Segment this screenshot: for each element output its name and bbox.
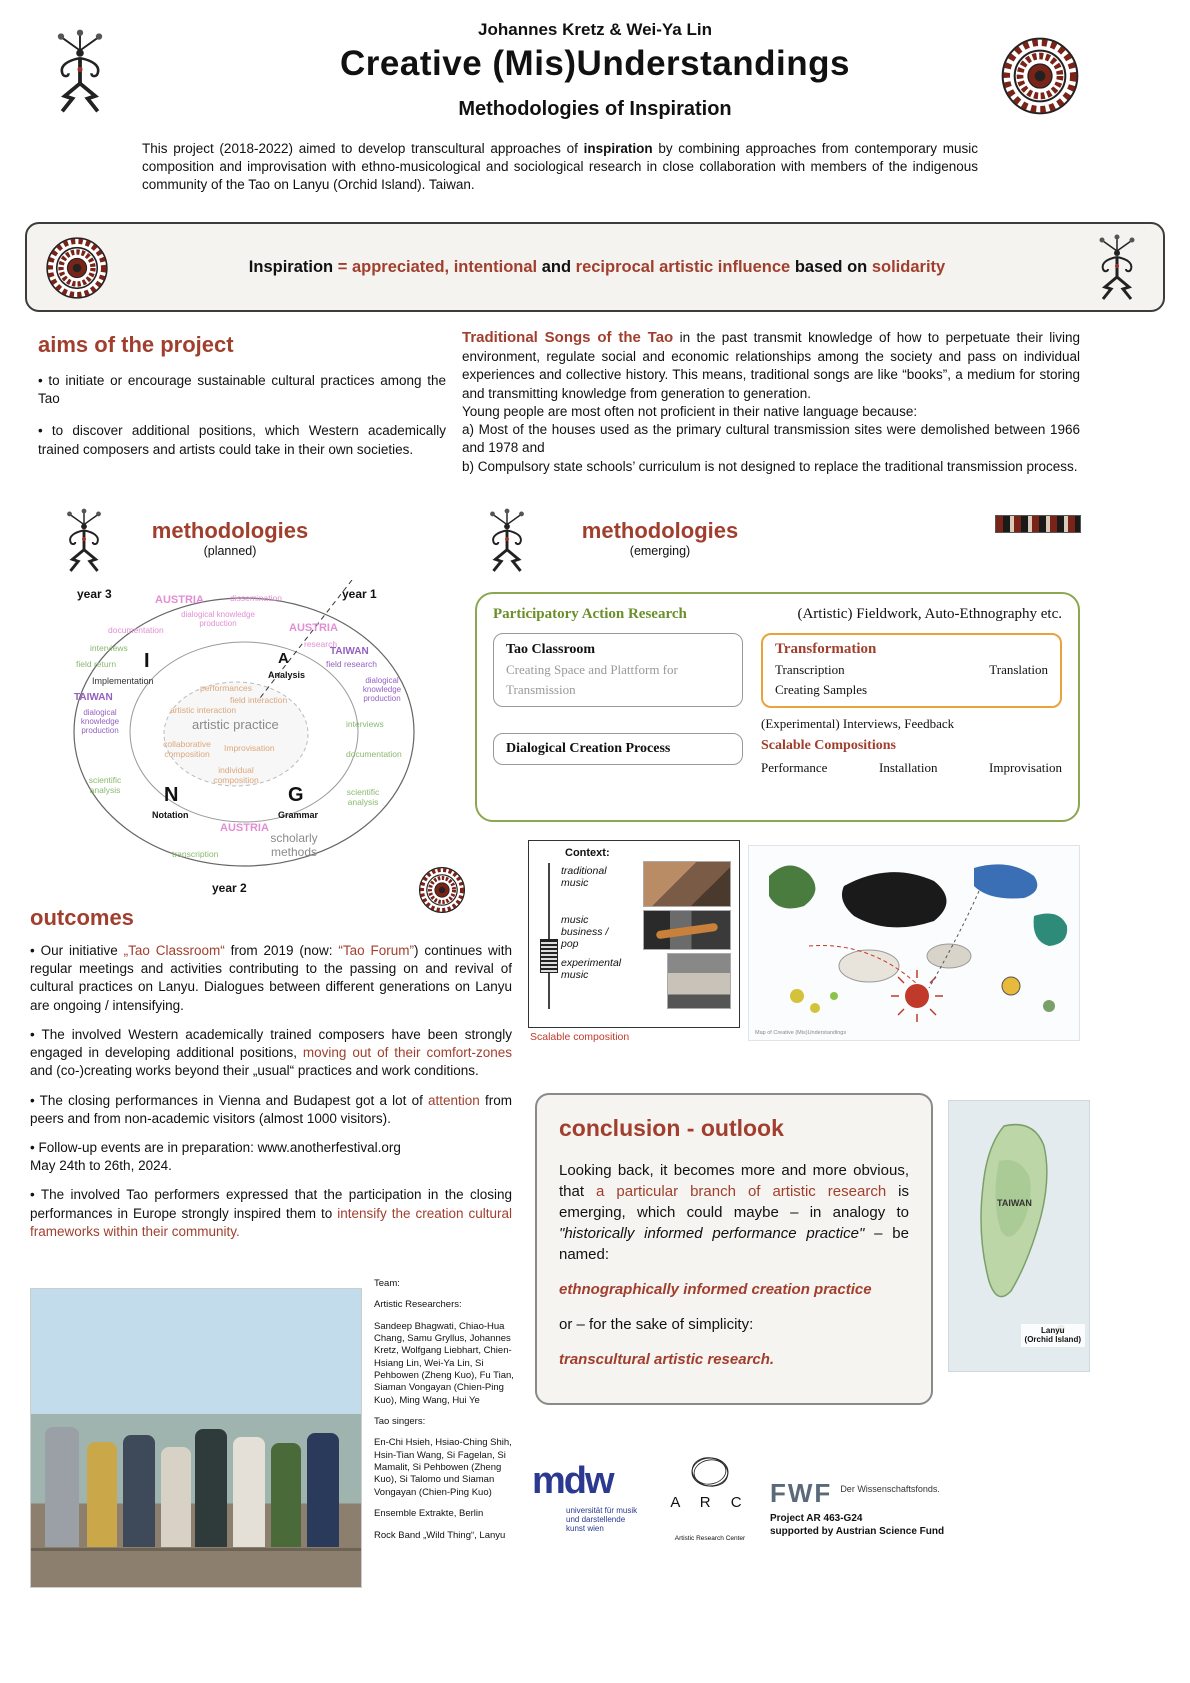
poster-subtitle: Methodologies of Inspiration: [458, 98, 732, 120]
project-number: Project AR 463-G24: [770, 1513, 863, 1524]
fwf-logo: [770, 1480, 1010, 1538]
mdw-logo: [532, 1462, 642, 1533]
tao-figure-icon: [1087, 228, 1147, 308]
diagram-label: Grammar: [278, 810, 319, 820]
diagram-label: dissemination: [230, 593, 282, 603]
diagram-label: Improvisation: [224, 743, 275, 753]
text-segment: from peers and from non-academic visitors (almost 1000 visitors).: [30, 1092, 512, 1126]
abstract-map-caption: Map of Creative (Mis)Understandings: [755, 1030, 847, 1036]
diagram-label: TAIWAN: [74, 692, 113, 703]
outcomes-heading: outcomes: [30, 905, 134, 930]
creating-samples-label: Creating Samples: [775, 682, 868, 697]
text-segment-red: a particular branch of artistic research: [596, 1183, 887, 1200]
team-title: Team:: [374, 1278, 400, 1289]
text-segment-red: intensify the creation cultural frameworks within their community.: [30, 1205, 512, 1239]
fwf-subtitle: Der Wissenschaftsfonds.: [840, 1484, 940, 1494]
inspiration-banner: [25, 222, 1165, 312]
person-silhouette: [45, 1427, 79, 1547]
diagram-label: collaborative composition: [163, 739, 211, 759]
traditional-music-photo: [643, 861, 731, 907]
diagram-label: dialogical knowledge production: [80, 708, 120, 736]
methodologies-emerging-heading: methodologies: [581, 518, 739, 543]
text-segment: May 24th to 26th, 2024.: [30, 1158, 172, 1174]
outcomes-bullet-5: [30, 1186, 512, 1241]
text-segment: from 2019 (now:: [224, 943, 339, 958]
improvisation-label: Improvisation: [989, 760, 1062, 775]
diagram-label: performances: [200, 683, 252, 693]
diagram-label: TAIWAN: [330, 646, 369, 657]
diagram-label: AUSTRIA: [220, 822, 269, 834]
svg-text:TAIWAN: TAIWAN: [997, 1198, 1032, 1208]
taiwan-map: [948, 1100, 1090, 1372]
diagram-label: individual composition: [213, 765, 259, 785]
mdw-logo-text: mdw: [532, 1460, 613, 1502]
emerging-methodologies-box: [475, 592, 1080, 822]
transcription-label: Transcription: [775, 662, 845, 677]
experimental-performer-photo: [667, 953, 731, 1009]
diagram-label: dialogical knowledge production: [362, 676, 402, 704]
intro-post: by combining approaches from contemporary music composition and improvisation with ethno-musicological and sociological research in close collaboration with members of the indigenous community of the Tao on Lanyu (Orchid Island). Taiwan.: [142, 141, 979, 193]
abstract-map-graphic: [749, 846, 1079, 1040]
diagram-label: year 1: [342, 587, 377, 601]
text-segment-red: „Tao Classroom“: [123, 943, 225, 958]
methodology-cycle-diagram: [52, 580, 444, 915]
diagram-label: N: [164, 784, 179, 806]
tao-classroom-box: [493, 633, 743, 707]
banner-t2: = appreciated, intentional: [337, 258, 542, 276]
experimental-music-label: experimental music: [561, 957, 622, 981]
artistic-researchers-label: Artistic Researchers:: [374, 1299, 462, 1311]
person-silhouette: [123, 1435, 155, 1547]
text-segment: • Follow-up events are in preparation:: [30, 1139, 258, 1155]
person-silhouette: [307, 1433, 339, 1547]
conclusion-paragraph: [559, 1160, 909, 1265]
slider-handle: [540, 939, 558, 973]
rock-band: Rock Band „Wild Thing“, Lanyu: [374, 1529, 506, 1541]
aims-heading: aims of the project: [38, 332, 234, 357]
conclusion-heading: conclusion - outlook: [559, 1115, 784, 1141]
person-silhouette: [233, 1437, 265, 1547]
banner-t6: solidarity: [871, 258, 946, 276]
participatory-action-research-label: Participatory Action Research: [493, 606, 687, 622]
diagram-label: field interaction: [230, 695, 288, 705]
banner-t5: based on: [794, 258, 872, 276]
diagram-label: documentation: [108, 625, 164, 635]
team-section: [374, 1278, 516, 1551]
transformation-box: [761, 633, 1062, 708]
lanyu-name: Lanyu: [1040, 1325, 1065, 1335]
performance-label: Performance: [761, 760, 828, 775]
context-box: [528, 840, 740, 1028]
banner-t1: Inspiration: [248, 258, 338, 276]
diagram-label: A: [278, 650, 289, 667]
dialogical-creation-box: Dialogical Creation Process: [493, 733, 743, 765]
text-segment: is emerging, which could maybe – in analogy to: [559, 1183, 910, 1221]
railing: [31, 1548, 361, 1551]
experimental-interviews-label: (Experimental) Interviews, Feedback: [761, 716, 955, 731]
methodologies-planned-sub: (planned): [203, 544, 257, 558]
songs-paragraph: [462, 328, 1080, 403]
scalable-compositions-label: Scalable Compositions: [761, 738, 896, 753]
songs-line2: Young people are most often not proficient in their native language because:: [462, 403, 918, 419]
context-row-traditional: [561, 861, 731, 907]
diagram-label: year 3: [77, 587, 112, 601]
diagram-label: Implementation: [92, 676, 154, 686]
guitar-photo: [643, 910, 731, 950]
person-silhouette: [87, 1442, 117, 1547]
methodologies-emerging-header: [560, 518, 760, 558]
arc-circle-icon: [688, 1452, 732, 1492]
ensemble-extrakte: Ensemble Extrakte, Berlin: [374, 1508, 484, 1520]
diagram-label: Notation: [152, 810, 189, 820]
arc-letters: A R C: [670, 1494, 750, 1511]
mandala-icon: [45, 236, 109, 300]
diagram-label: year 2: [212, 881, 247, 895]
text-segment: ) continues with regular meetings and activities contributing to the passing on and revival of cultural practices on Lanyu. Dialogues between different generations on Lanyu are ongoing / intensifying.: [30, 943, 513, 1013]
lanyu-subname: (Orchid Island): [1024, 1335, 1081, 1345]
arc-subtitle: Artistic Research Center: [674, 1535, 746, 1542]
tao-figure-icon: [55, 505, 113, 577]
fieldwork-label: (Artistic) Fieldwork, Auto-Ethnography etc.: [797, 606, 1062, 622]
intro-bold: inspiration: [583, 141, 653, 156]
creative-misunderstandings-map: [748, 845, 1080, 1041]
text-segment-red: moving out of their comfort-zones: [302, 1045, 513, 1061]
text-segment-italic: "historically informed performance practice": [559, 1225, 865, 1242]
intro-paragraph: [142, 140, 978, 195]
diagram-label: research: [304, 639, 338, 649]
diagram-label: artistic practice: [192, 717, 279, 732]
tao-singers-names: En-Chi Hsieh, Hsiao-Ching Shih, Hsin-Tian Wang, Si Fagelan, Si Mamalit, Si Pehbowen (Zheng Kuo), Si Talomo und Siaman Vongayan (Chien-Ping Kuo): [374, 1437, 512, 1498]
text-segment: • The involved Western academically trained composers have been strongly engaged in developing additional positions,: [30, 1026, 512, 1061]
diagram-label: AUSTRIA: [289, 622, 338, 634]
person-silhouette: [271, 1443, 301, 1547]
conclusion-box: [535, 1093, 933, 1405]
diagram-label: transcription: [172, 849, 219, 859]
mdw-university-text: universität für musik und darstellende kunst wien: [566, 1506, 638, 1533]
diagram-label: field return: [76, 659, 117, 669]
tao-singers-label: Tao singers:: [374, 1416, 426, 1428]
outcomes-bullet-4: [30, 1139, 512, 1175]
diagram-label: dialogical knowledge production: [181, 610, 255, 629]
songs-heading: Traditional Songs of the Tao: [462, 329, 674, 346]
context-title: Context:: [565, 847, 610, 859]
songs-line4: b) Compulsory state schools’ curriculum is not designed to replace the traditional transmission process.: [462, 458, 1078, 474]
diagram-label: Analysis: [268, 670, 306, 680]
diagram-label: scientific analysis: [88, 775, 122, 795]
translation-label: Translation: [989, 662, 1048, 677]
festival-url-link[interactable]: www.anotherfestival.org: [257, 1139, 401, 1155]
methodologies-emerging-sub: (emerging): [629, 544, 691, 558]
artistic-researchers-names: Sandeep Bhagwati, Chiao-Hua Chang, Samu Gryllus, Johannes Kretz, Wolfgang Liebhart, Chien-Hsiang Lin, Wei-Ya Lin, Si Pehbowen (Zheng Kuo), Fu Tian, Siaman Vongayan (Chien-Ping Kuo), Ming Wang, Hui Ye: [374, 1320, 514, 1406]
person-silhouette: [195, 1429, 227, 1547]
conclusion-phrase-1: ethnographically informed creation practice: [559, 1281, 872, 1298]
context-slider: [537, 861, 561, 1011]
text-segment-red: attention: [428, 1092, 480, 1108]
aims-bullet-1: • to initiate or encourage sustainable cultural practices among the Tao: [38, 373, 446, 407]
songs-body: in the past transmit knowledge of how to perpetuate their living environment, regulate social and economic relationships among the society and pass on individual experiences and collective history. This means, traditional songs are like “books”, a medium for storing and transmitting knowledge from generation to generation.: [462, 330, 1080, 401]
text-segment-red: “Tao Forum”: [338, 943, 414, 958]
banner-t4: reciprocal artistic influence: [575, 258, 795, 276]
music-business-label: music business / pop: [561, 914, 609, 950]
textile-band-decoration: [995, 515, 1081, 533]
intro-pre: This project (2018-2022) aimed to develop transcultural approaches of: [142, 141, 584, 156]
methodologies-planned-header: [130, 518, 330, 558]
poster-authors: Johannes Kretz & Wei-Ya Lin: [478, 20, 712, 39]
traditional-music-label: traditional music: [561, 865, 607, 889]
diagram-label: interviews: [90, 643, 128, 653]
tao-figure-icon: [478, 505, 536, 577]
lanyu-label: [1021, 1324, 1085, 1347]
tao-classroom-sub1: Creating Space and Plattform for: [506, 662, 678, 677]
conclusion-phrase-2: transcultural artistic research.: [559, 1351, 775, 1368]
text-segment: • The closing performances in Vienna and Budapest got a lot of: [30, 1092, 429, 1108]
outcomes-section: [30, 905, 512, 1241]
team-group-photo: [30, 1288, 362, 1588]
installation-label: Installation: [878, 760, 938, 775]
transformation-title: Transformation: [775, 641, 877, 657]
aims-section: [38, 332, 446, 459]
tao-classroom-sub2: Transmission: [506, 682, 576, 697]
emerging-right-column: [761, 633, 1062, 776]
fwf-letters: FWF: [770, 1478, 833, 1508]
text-segment: – be named:: [559, 1225, 909, 1263]
diagram-label: field research: [326, 659, 378, 669]
diagram-label: documentation: [346, 749, 402, 759]
diagram-label: scholarly methods: [270, 831, 318, 859]
conclusion-or-line: or – for the sake of simplicity:: [559, 1316, 754, 1333]
diagram-label: I: [144, 650, 150, 672]
banner-t3: and: [541, 258, 576, 276]
text-segment: and (co-)creating works beyond their „usual“ practices and work conditions.: [30, 1063, 479, 1079]
poster-title: Creative (Mis)Understandings: [340, 44, 850, 83]
diagram-label: interviews: [346, 719, 384, 729]
outcomes-bullet-2: [30, 1026, 512, 1081]
diagram-label: scientific analysis: [346, 787, 380, 807]
tao-classroom-title: Tao Classroom: [506, 642, 596, 657]
person-silhouette: [161, 1447, 191, 1547]
scalable-composition-caption: Scalable composition: [530, 1031, 630, 1043]
outcomes-bullet-1: [30, 942, 512, 1015]
context-row-pop: [561, 910, 731, 950]
methodologies-planned-heading: methodologies: [151, 518, 309, 543]
emerging-left-column: [493, 633, 743, 776]
diagram-label: G: [288, 784, 304, 806]
supported-by: supported by Austrian Science Fund: [770, 1526, 945, 1537]
diagram-label: AUSTRIA: [155, 594, 204, 606]
slider-track: [548, 863, 550, 1009]
text-segment: Looking back, it becomes more and more obvious, that: [559, 1162, 909, 1200]
aims-bullet-2: • to discover additional positions, which Western academically trained composers and artists could take in their own societies.: [38, 423, 446, 457]
inspiration-definition: [167, 258, 1027, 277]
outcomes-bullet-3: [30, 1092, 512, 1128]
diagram-label: artistic interaction: [170, 705, 237, 715]
text-segment: • The involved Tao performers expressed that the participation in the closing performances in Europe strongly inspired them to: [30, 1187, 512, 1221]
songs-line3: a) Most of the houses used as the primary cultural transmission sites were demolished between 1966 and 1978 and: [462, 422, 1080, 456]
traditional-songs-section: [462, 328, 1080, 476]
arc-logo: [655, 1452, 765, 1542]
context-row-experimental: [561, 953, 731, 1009]
text-segment: • Our initiative: [30, 943, 124, 958]
